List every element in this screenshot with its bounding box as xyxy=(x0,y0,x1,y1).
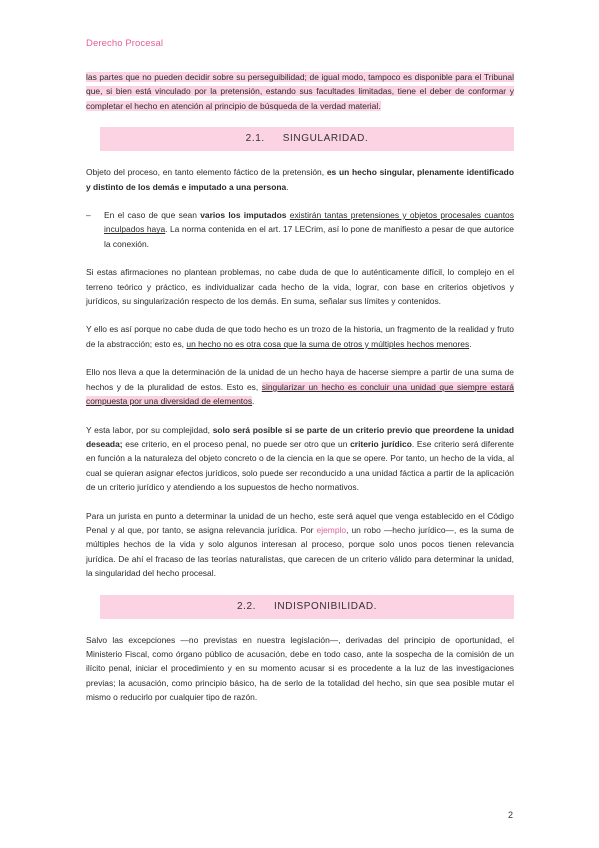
intro-highlighted-text: las partes que no pueden decidir sobre su perseguibilidad; de igual modo, tampoco es disponible para el Tribunal que, si bien está vinculado por la pretensión, estando sus facultades limitadas, tiene el deber de conformar y completar el hecho en atención al principio de búsqueda de la verdad material. xyxy=(86,72,514,111)
page-content xyxy=(86,70,514,719)
text-run: . xyxy=(469,338,472,349)
paragraph-criterio-juridico xyxy=(86,423,514,495)
bold-text: solo será posible si se parte de un criterio previo que preordene la unidad deseada; xyxy=(86,424,514,449)
paragraph-unidad-hecho xyxy=(86,365,514,408)
bold-text: es un hecho singular, plenamente identificado y distinto de los demás e imputado a una persona xyxy=(86,167,514,192)
running-header: Derecho Procesal xyxy=(86,38,164,49)
text-run: Ello nos lleva a que la determinación de la unidad de un hecho haya de hacerse siempre a partir de una suma de hechos y de la pluralidad de estos. Esto es, xyxy=(86,367,514,392)
section-heading-indisponibilidad xyxy=(100,595,514,619)
text-run: . La norma contenida en el art. 17 LECrim, así lo pone de manifiesto a pesar de que autorice la conexión. xyxy=(104,224,514,249)
text-run: . xyxy=(286,181,289,192)
text-run: En el caso de que sean xyxy=(104,210,201,221)
section-number: 2.2. xyxy=(236,600,257,612)
underlined-text: existirán tantas pretensiones y objetos procesales cuantos inculpados haya xyxy=(104,210,514,235)
intro-paragraph xyxy=(86,70,514,113)
paragraph-objeto xyxy=(86,165,514,194)
paragraph-ministerio-fiscal: Salvo las excepciones —no previstas en nuestra legislación—, derivadas del principio de oportunidad, el Ministerio Fiscal, como órgano público de acusación, debe en todo caso, ante la sospecha de la comisión de un ilícito penal, iniciar el procedimiento y en su momento acusar si es procedente a la luz de las investigaciones previas; la acusación, como principio básico, ha de serlo de la totalidad del hecho, sin que sea posible mutar el mismo o reducirlo por cualquier tipo de razón. xyxy=(86,634,514,703)
highlighted-underlined-text: singularizar un hecho es concluir una unidad que siempre estará compuesta por una diversidad de elementos xyxy=(86,381,514,407)
section-title: INDISPONIBILIDAD. xyxy=(274,600,378,612)
text-run: Y esta labor, por su complejidad, xyxy=(86,424,213,435)
paragraph-jurista xyxy=(86,509,514,581)
example-link[interactable]: ejemplo xyxy=(316,524,347,535)
paragraph-trozo-historia xyxy=(86,322,514,351)
section-title: SINGULARIDAD. xyxy=(282,133,369,145)
text-run: , un robo —hecho jurídico—, es la suma de múltiples hechos de la vida y solo algunos interesan al proceso, porque solo unos pocos tienen relevancia jurídica. De ahí el fracaso de las teorías naturalistas, que carecen de un criterio válido para determinar la unidad, la singularidad del hecho procesal. xyxy=(86,524,514,579)
paragraph-afirmaciones: Si estas afirmaciones no plantean problemas, no cabe duda de que lo auténticamente difícil, lo complejo en el terreno teórico y práctico, es individualizar cada hecho de la vida, lograr, con base en criterios objetivos y jurídicos, su singularización respecto de los demás. En suma, señalar sus límites y contenidos. xyxy=(86,267,514,307)
text-run: . Ese criterio será diferente en función a la naturaleza del objeto concreto o de la ciencia en la que se opere. Por tanto, un hecho de la vida, al cual se quieran asignar efectos jurídicos, solo puede ser reconducido a una unidad fáctica a partir de la aplicación de un criterio jurídico y atendiendo a los supuestos de hecho normativos. xyxy=(86,438,514,493)
bold-text: criterio jurídico xyxy=(350,438,412,449)
text-run: Objeto del proceso, en tanto elemento fáctico de la pretensión, xyxy=(86,167,327,178)
text-run: ese criterio, en el proceso penal, no puede ser otro que un xyxy=(122,438,351,449)
text-run: Y ello es así porque no cabe duda de que todo hecho es un trozo de la historia, un fragmento de la realidad y fruto de la abstracción; esto es, xyxy=(86,324,514,349)
underlined-text: un hecho no es otra cosa que la suma de otros y múltiples hechos menores xyxy=(186,338,470,349)
list-item-imputados xyxy=(86,208,514,251)
page-number: 2 xyxy=(508,810,514,820)
section-heading-singularidad xyxy=(100,127,514,151)
bold-text: varios los imputados xyxy=(200,210,287,221)
section-number: 2.1. xyxy=(245,133,265,145)
text-run: . xyxy=(252,396,255,407)
text-run: Para un jurista en punto a determinar la unidad de un hecho, este será aquel que venga establecido en el Código Penal y al que, por tanto, se asigna relevancia jurídica. Por xyxy=(86,510,514,535)
bullet-dash: – xyxy=(86,210,91,221)
